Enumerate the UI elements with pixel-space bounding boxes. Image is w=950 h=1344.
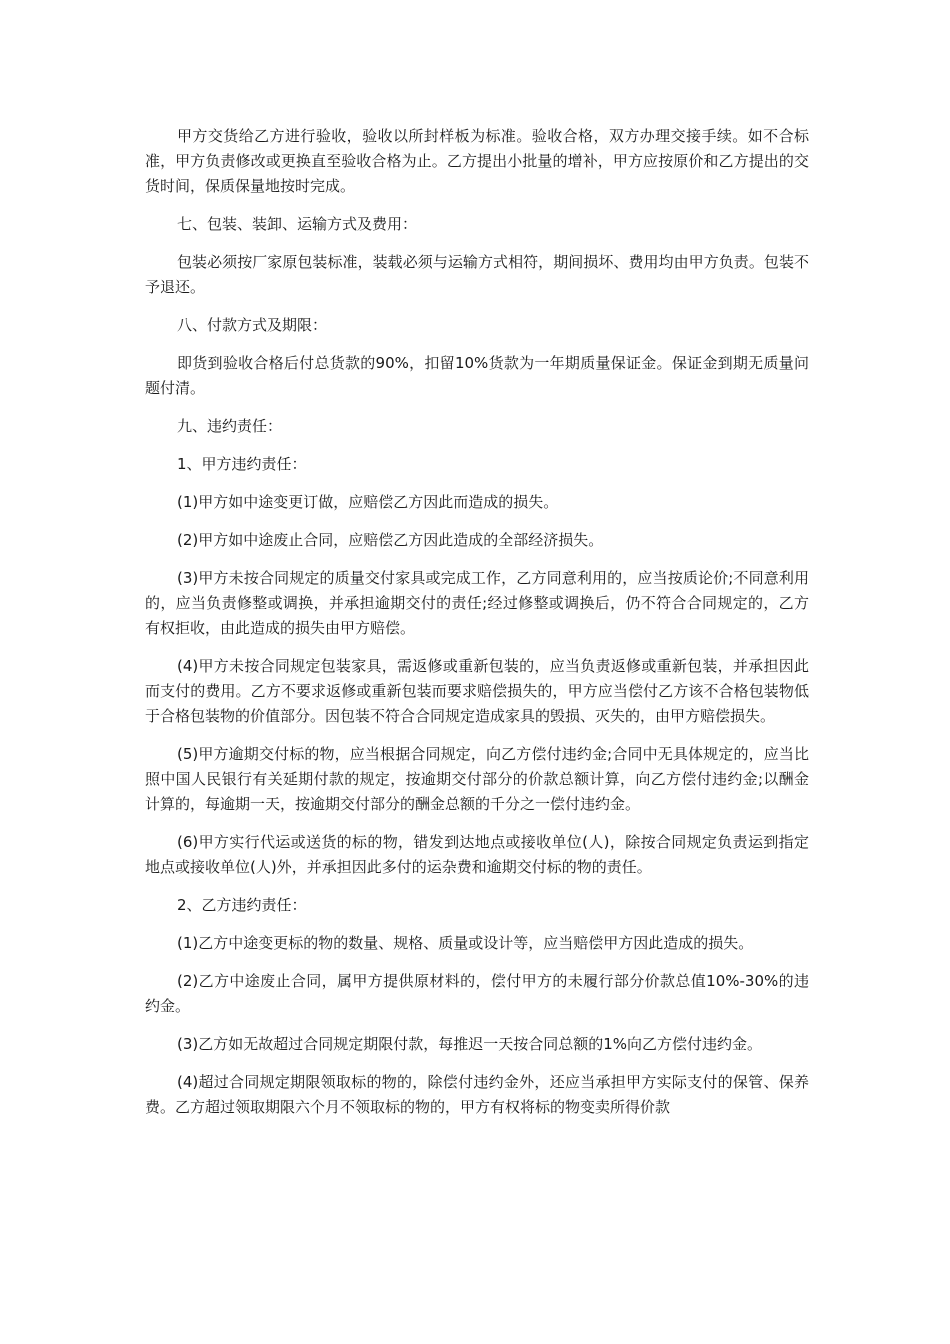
heading-party-b-liability: 2、乙方违约责任： (177, 896, 307, 914)
clause-a-6: (6)甲方实行代运或送货的标的物，错发到达地点或接收单位(人)，除按合同规定负责运到指定地点或接收单位(人)外，并承担因此多付的运杂费和逾期交付标的物的责任。 (145, 833, 809, 876)
clause-b-3: (3)乙方如无故超过合同规定期限付款，每推迟一天按合同总额的1%向乙方偿付违约金。 (177, 1035, 763, 1053)
clause-b-4: (4)超过合同规定期限领取标的物的，除偿付违约金外，还应当承担甲方实际支付的保管、保养费。乙方超过领取期限六个月不领取标的物的，甲方有权将标的物变卖所得价款 (145, 1073, 809, 1116)
clause-a-3: (3)甲方未按合同规定的质量交付家具或完成工作，乙方同意利用的，应当按质论价;不同意利用的，应当负责修整或调换，并承担逾期交付的责任;经过修整或调换后，仍不符合合同规定的，乙方有权拒收，由此造成的损失由甲方赔偿。 (145, 569, 809, 637)
heading-payment: 八、付款方式及期限： (177, 316, 328, 334)
clause-a-2: (2)甲方如中途废止合同，应赔偿乙方因此造成的全部经济损失。 (177, 531, 604, 549)
heading-liability: 九、违约责任： (177, 417, 283, 435)
document-body (145, 124, 809, 1133)
clause-b-2: (2)乙方中途废止合同，属甲方提供原材料的，偿付甲方的未履行部分价款总值10%-30%的违约金。 (145, 972, 809, 1015)
paragraph-packaging: 包装必须按厂家原包装标准，装载必须与运输方式相符，期间损坏、费用均由甲方负责。包装不予退还。 (145, 253, 809, 296)
heading-party-a-liability: 1、甲方违约责任： (177, 455, 307, 473)
clause-a-5: (5)甲方逾期交付标的物，应当根据合同规定，向乙方偿付违约金;合同中无具体规定的，应当比照中国人民银行有关延期付款的规定，按逾期交付部分的价款总额计算，向乙方偿付违约金;以酬金计算的，每逾期一天，按逾期交付部分的酬金总额的千分之一偿付违约金。 (145, 745, 809, 813)
clause-a-4: (4)甲方未按合同规定包装家具，需返修或重新包装的，应当负责返修或重新包装，并承担因此而支付的费用。乙方不要求返修或重新包装而要求赔偿损失的，甲方应当偿付乙方该不合格包装物低于合格包装物的价值部分。因包装不符合合同规定造成家具的毁损、灭失的，由甲方赔偿损失。 (145, 657, 809, 725)
clause-b-1: (1)乙方中途变更标的物的数量、规格、质量或设计等，应当赔偿甲方因此造成的损失。 (177, 934, 754, 952)
paragraph-payment: 即货到验收合格后付总货款的90%，扣留10%货款为一年期质量保证金。保证金到期无质量问题付清。 (145, 354, 809, 397)
paragraph-acceptance: 甲方交货给乙方进行验收，验收以所封样板为标准。验收合格，双方办理交接手续。如不合标准，甲方负责修改或更换直至验收合格为止。乙方提出小批量的增补，甲方应按原价和乙方提出的交货时间，保质保量地按时完成。 (145, 127, 809, 195)
heading-packaging: 七、包装、装卸、运输方式及费用： (177, 215, 418, 233)
clause-a-1: (1)甲方如中途变更订做，应赔偿乙方因此而造成的损失。 (177, 493, 559, 511)
